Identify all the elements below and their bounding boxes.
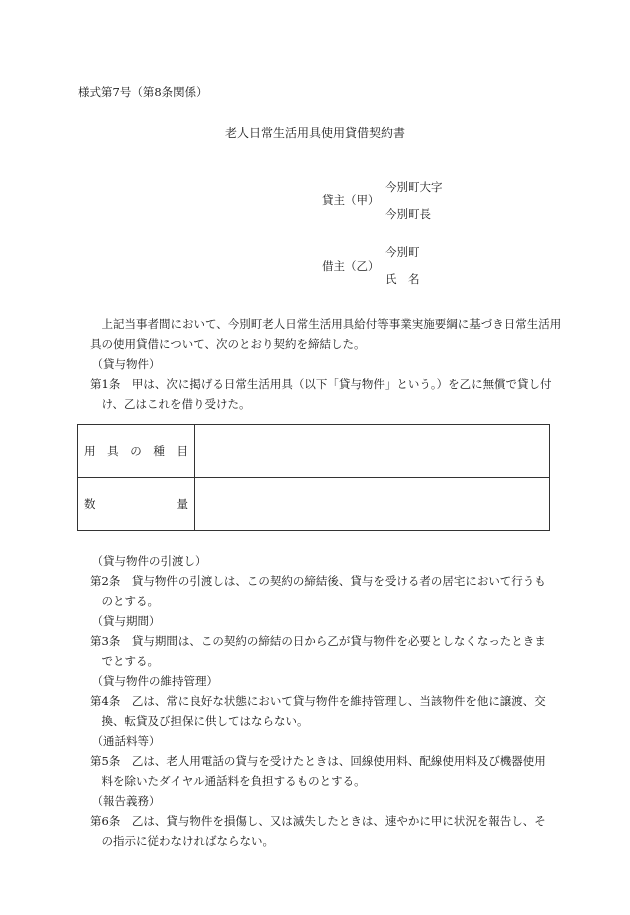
articles-section [80, 551, 552, 851]
section1-heading: （貸与物件） [91, 357, 161, 371]
item-table [77, 424, 550, 531]
item-type-value[interactable] [195, 425, 550, 478]
article-1: 第1条 甲は、次に掲げる日常生活用具（以下「貸与物件」という。）を乙に無償で貸し付け、乙はこれを借り受けた。 [90, 377, 552, 411]
article-3-heading: （貸与期間） [91, 614, 161, 628]
lender-title: 今別町長 [385, 207, 431, 221]
borrower-name: 氏 名 [385, 272, 420, 286]
article-5: 第5条 乙は、老人用電話の貸与を受けたときは、回線使用料、配線使用料及び機器使用料を除いたダイヤル通話料を負担するものとする。 [90, 754, 546, 788]
article-4-heading: （貸与物件の維持管理） [91, 674, 218, 688]
article-4: 第4条 乙は、常に良好な状態において貸与物件を維持管理し、当該物件を他に譲渡、交換、転貸及び担保に供してはならない。 [90, 694, 546, 728]
article-5-heading: （通話料等） [91, 734, 161, 748]
lender-address: 今別町大字 [385, 180, 443, 194]
form-number: 様式第7号（第8条関係） [78, 85, 208, 99]
article-2: 第2条 貸与物件の引渡しは、この契約の締結後、貸与を受ける者の居宅において行うものとする。 [90, 574, 546, 608]
intro-section [80, 314, 562, 414]
intro-paragraph: 上記当事者間において、今別町老人日常生活用具給付等事業実施要綱に基づき日常生活用具の使用貸借について、次のとおり契約を締結した。 [90, 317, 562, 351]
article-6: 第6条 乙は、貸与物件を損傷し、又は滅失したときは、速やかに甲に状況を報告し、その指示に従わなければならない。 [90, 814, 546, 848]
quantity-label: 数 量 [78, 478, 195, 531]
quantity-value[interactable] [195, 478, 550, 531]
quantity-row [78, 478, 550, 531]
article-2-heading: （貸与物件の引渡し） [91, 554, 207, 568]
article-6-heading: （報告義務） [91, 794, 161, 808]
item-type-label: 用 具 の 種 目 [78, 425, 195, 478]
borrower-label: 借主（乙） [322, 259, 380, 273]
item-type-row [78, 425, 550, 478]
lender-label: 貸主（甲） [322, 193, 380, 207]
article-3: 第3条 貸与期間は、この契約の締結の日から乙が貸与物件を必要としなくなったときまでとする。 [90, 634, 546, 668]
borrower-address: 今別町 [385, 245, 420, 259]
document-title: 老人日常生活用具使用貸借契約書 [224, 126, 405, 140]
